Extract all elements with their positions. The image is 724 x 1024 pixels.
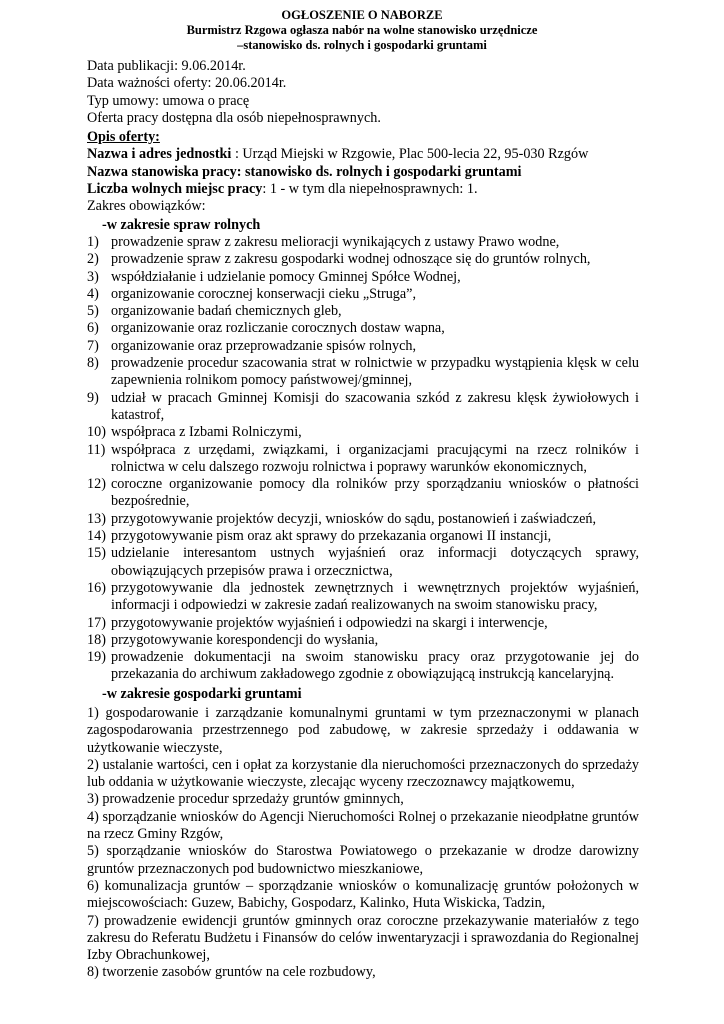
list-item: 7) prowadzenie ewidencji gruntów gminnych oraz coroczne przekazywanie materiałów z tego zakresu do Referatu Budżetu i Finansów do celów inwentaryzacji i sprawozdania do Regionalnej Izby Obrachunkowej, (87, 912, 639, 964)
list-item (87, 320, 639, 337)
unit-value: : Urząd Miejski w Rzgowie, Plac 500-lecia 22, 95-030 Rzgów (231, 146, 589, 163)
duties-heading: Zakres obowiązków: (87, 198, 206, 215)
list-item: 5) sporządzanie wniosków do Starostwa Powiatowego o przekazanie w drodze darowizny gruntów przeznaczonych pod budownictwo mieszkaniowe, (87, 843, 639, 877)
list-item-number: 18) (87, 631, 106, 648)
list-item (87, 476, 639, 511)
list-item (87, 632, 639, 649)
agriculture-duties-list (87, 234, 639, 684)
list-item (87, 269, 639, 286)
list-item-number: 10) (87, 424, 106, 441)
list-item-number: 7) (87, 337, 99, 354)
list-item-number: 17) (87, 614, 106, 631)
section-agriculture-title: -w zakresie spraw rolnych (102, 216, 261, 233)
list-item-text: przygotowywanie dla jednostek zewnętrznych i wewnętrznych projektów wyjaśnień, informacji i odpowiedzi w zakresie zadań realizowanych na swoim stanowisku pracy, (111, 579, 639, 614)
list-item-number: 16) (87, 579, 106, 596)
list-item (87, 580, 639, 615)
publication-date: Data publikacji: 9.06.2014r. (87, 58, 246, 74)
list-item (87, 234, 639, 251)
list-item-text: współpraca z urzędami, związkami, i organizacjami pracującymi na rzecz rolników i rolnictwa w celu dalszego rozwoju rolnictwa i poprawy warunków ekonomicznych, (111, 441, 639, 475)
list-item (87, 424, 639, 441)
list-item (87, 355, 639, 390)
list-item-text: prowadzenie procedur szacowania strat w rolnictwie w przypadku wystąpienia klęsk w celu zapewnienia rolnikom pomocy państwowej/gminnej, (111, 355, 639, 389)
list-item: 4) sporządzanie wniosków do Agencji Nieruchomości Rolnej o przekazanie nieodpłatne gruntów na rzecz Gminy Rzgów, (87, 808, 639, 843)
disabled-info: Oferta pracy dostępna dla osób niepełnosprawnych. (87, 109, 381, 126)
list-item-number: 3) (87, 268, 99, 285)
list-item-text: organizowanie oraz rozliczanie corocznych dostaw wapna, (111, 320, 445, 337)
list-item-number: 15) (87, 545, 106, 562)
document-subtitle: Burmistrz Rzgowa ogłasza nabór na wolne stanowisko urzędnicze (186, 23, 538, 37)
list-item-text: coroczne organizowanie pomocy dla rolników przy sporządzaniu wniosków o płatności bezpośrednie, (111, 476, 639, 510)
list-item (87, 338, 639, 355)
list-item-number: 14) (87, 528, 106, 545)
list-item-text: prowadzenie dokumentacji na swoim stanowisku pracy oraz przygotowanie jej do przekazania do archiwum zakładowego zgodnie z obowiązującą instrukcją kancelaryjną. (111, 649, 639, 683)
list-item-text: przygotowywanie korespondencji do wysłania, (111, 631, 379, 648)
list-item (87, 303, 639, 320)
list-item: 3) prowadzenie procedur sprzedaży gruntów gminnych, (87, 791, 404, 808)
list-item-text: udzielanie interesantom ustnych wyjaśnień oraz informacji dotyczących sprawy, obowiązujących przepisów prawa i orzecznictwa, (111, 545, 639, 579)
list-item (87, 390, 639, 425)
list-item: 1) gospodarowanie i zarządzanie komunalnymi gruntami w tym przeznaczonymi w planach zagospodarowania przestrzennego pod zabudowę, w zakresie sprzedaży i oddawania w użytkowanie wieczyste, (87, 704, 639, 756)
list-item-text: współdziałanie i udzielanie pomocy Gminnej Spółce Wodnej, (111, 268, 461, 285)
document-body (87, 58, 639, 982)
list-item-text: przygotowywanie projektów wyjaśnień i odpowiedzi na skargi i interwencje, (111, 614, 548, 631)
contract-type: Typ umowy: umowa o pracę (87, 92, 250, 109)
section-land-title: -w zakresie gospodarki gruntami (102, 685, 302, 702)
list-item-text: organizowanie corocznej konserwacji cieku „Struga”, (111, 285, 417, 302)
list-item-text: przygotowywanie pism oraz akt sprawy do przekazania organowi II instancji, (111, 528, 552, 545)
list-item (87, 528, 639, 545)
list-item-text: organizowanie oraz przeprowadzanie spisów rolnych, (111, 337, 417, 354)
list-item-number: 2) (87, 251, 99, 268)
list-item: 6) komunalizacja gruntów – sporządzanie wniosków o komunalizację gruntów położonych w miejscowościach: Guzew, Babichy, Gospodarz, Kalinko, Huta Wiskicka, Tadzin, (87, 877, 639, 912)
list-item (87, 545, 639, 580)
list-item-text: prowadzenie spraw z zakresu gospodarki wodnej odnoszące się do gruntów rolnych, (111, 251, 591, 268)
list-item (87, 615, 639, 632)
document-subtitle-position: –stanowisko ds. rolnych i gospodarki gruntami (237, 38, 487, 52)
unit-line (87, 146, 639, 163)
list-item-number: 4) (87, 285, 99, 302)
land-duties-list (87, 705, 639, 982)
list-item-number: 12) (87, 476, 106, 493)
list-item: 8) tworzenie zasobów gruntów na cele rozbudowy, (87, 964, 376, 981)
position-label: Nazwa stanowiska pracy (87, 163, 237, 180)
vacancies-line (87, 181, 639, 198)
list-item: 2) ustalanie wartości, cen i opłat za korzystanie dla nieruchomości przeznaczonych do sprzedaży lub oddania w użytkowanie wieczyste, zlecając wyceny rzeczoznawcy majątkowemu, (87, 756, 639, 791)
list-item-text: udział w pracach Gminnej Komisji do szacowania szkód z zakresu klęsk żywiołowych i katastrof, (111, 389, 639, 423)
list-item-number: 13) (87, 510, 106, 527)
vacancies-value: : 1 - w tym dla niepełnosprawnych: 1. (262, 181, 478, 198)
list-item-number: 11) (87, 441, 106, 458)
validity-date: Data ważności oferty: 20.06.2014r. (87, 75, 287, 92)
list-item-number: 8) (87, 355, 99, 372)
list-item-number: 19) (87, 649, 106, 666)
list-item-text: organizowanie badań chemicznych gleb, (111, 303, 342, 320)
list-item (87, 511, 639, 528)
document-title: OGŁOSZENIE O NABORZE (281, 8, 443, 22)
list-item (87, 286, 639, 303)
unit-label: Nazwa i adres jednostki (87, 146, 232, 163)
position-line (87, 164, 639, 181)
position-value: : stanowisko ds. rolnych i gospodarki gruntami (236, 163, 522, 180)
offer-heading: Opis oferty: (87, 129, 160, 146)
list-item-number: 9) (87, 389, 99, 406)
list-item-text: współpraca z Izbami Rolniczymi, (111, 424, 302, 441)
list-item (87, 251, 639, 268)
vacancies-label: Liczba wolnych miejsc pracy (87, 181, 263, 198)
list-item-text: prowadzenie spraw z zakresu melioracji wynikających z ustawy Prawo wodne, (111, 233, 560, 250)
list-item-number: 6) (87, 320, 99, 337)
list-item-text: przygotowywanie projektów decyzji, wniosków do sądu, postanowień i zaświadczeń, (111, 510, 597, 527)
list-item-number: 1) (87, 233, 99, 250)
list-item-number: 5) (87, 303, 99, 320)
list-item (87, 649, 639, 684)
list-item (87, 442, 639, 477)
